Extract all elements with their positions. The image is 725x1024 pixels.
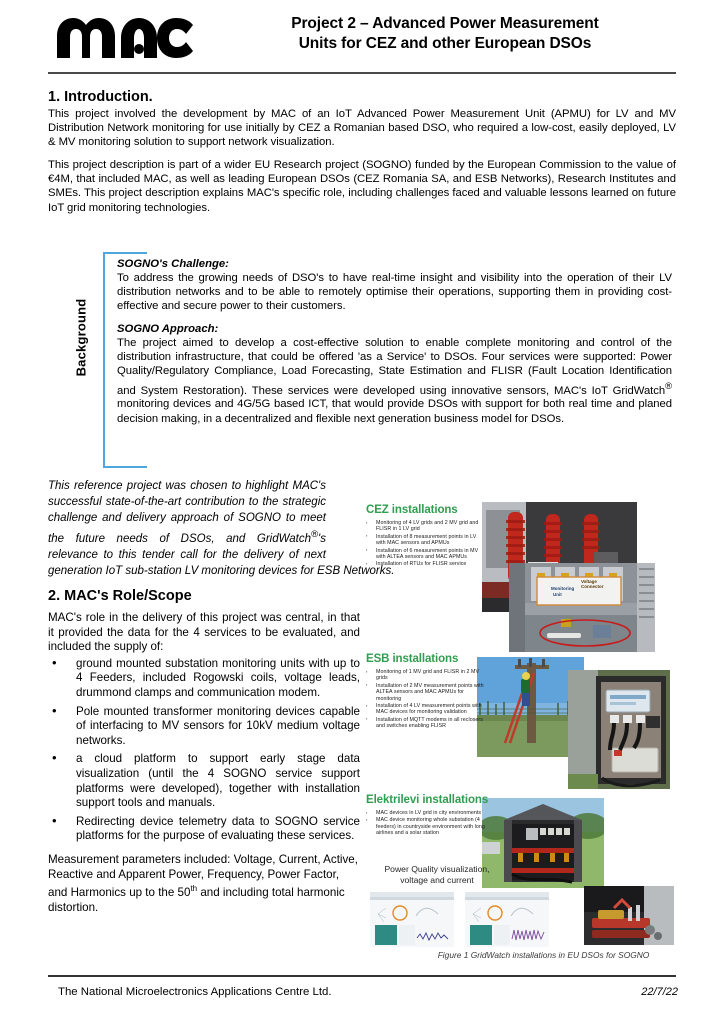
list-item: • ground mounted substation monitoring units with up to 4 Feeders, included Rogowski coils, voltage leads, drummond clamps and communication modem. — [48, 657, 360, 701]
role-scope-heading: 2. MAC's Role/Scope — [48, 588, 192, 604]
measurement-parameters-text — [48, 853, 360, 915]
svg-text:Unit: Unit — [553, 592, 562, 597]
list-item: ▪ Monitoring of 4 LV grids and 2 MV grid and FLISR in 1 LV grid — [366, 520, 484, 533]
sogno-challenge-heading: SOGNO's Challenge: — [117, 258, 229, 270]
list-item: • Redirecting device telemetry data to SOGNO service platforms for the purpose of evaluating these services. — [48, 815, 360, 844]
mac-logo — [55, 16, 195, 60]
registered-mark-gridwatch-2: ® — [310, 528, 319, 540]
role-scope-intro: MAC's role in the delivery of this project was central, in that it provided the data for the 4 services to be evaluated, and included the supply of: — [48, 611, 360, 654]
ordinal-suffix-th: th — [190, 884, 198, 894]
reference-project-text-b: 's relevance to this tender call for the delivery of next generation IoT sub-station LV monitoring devices for ESB Networks. — [48, 532, 395, 577]
photo-cez-cabinet-annotated — [509, 563, 655, 652]
reference-project-text-a: This reference project was chosen to highlight MAC's successful state-of-the-art contribution to the strategic challenge and delivery approach of SOGNO to meet the future needs of DSOs, and GridWatch — [48, 480, 326, 545]
esb-installations-heading: ESB installations — [366, 653, 459, 665]
list-item: • Pole mounted transformer monitoring devices capable of interfacing to MV sensors for 10kV medium voltage networks. — [48, 705, 360, 749]
background-section — [48, 252, 676, 474]
introduction-paragraph-2: This project description is part of a wider EU Research project (SOGNO) funded by the European Commission to the value of €4M, that included MAC, as well as leading European DSOs (CEZ Romania SA, and ESB Networks), Research Institutes and SMEs. This project description explains MAC's specific role, including challenges faced and valuable lessons learned on future IoT grid monitoring technologies. — [48, 159, 676, 214]
cez-installations-bullets — [366, 520, 484, 569]
svg-text:Monitoring: Monitoring — [551, 586, 575, 591]
sogno-approach-heading: SOGNO Approach: — [117, 323, 219, 336]
role-scope-bullet-list — [48, 657, 360, 844]
sogno-challenge-text: To address the growing needs of DSO's to have real-time insight and visibility into the operation of their LV distribution networks and to be able to remotely optimise their operations, supporting them in providing cost-effective and secure power to their customers. — [117, 272, 672, 313]
elektrilevi-installations-heading: Elektrilevi installations — [366, 794, 489, 806]
photo-dashboard-voltage — [370, 892, 454, 947]
list-item: ▪ Installation of 8 measurement points in LV with MAC sensors and APMUs — [366, 534, 484, 547]
figure-panel — [362, 498, 725, 958]
page-title-line2: Units for CEZ and other European DSOs — [298, 35, 592, 52]
list-item: ▪ Installation of MQTT modems in all reclosers and switches enabling FLISR — [366, 717, 484, 730]
sogno-approach-text — [117, 336, 672, 425]
role-scope-section — [48, 588, 360, 915]
background-label: Background — [73, 298, 89, 377]
page-title — [215, 14, 675, 54]
measurement-text-b: and including total harmonic distortion. — [48, 885, 345, 914]
sogno-approach-text-b: monitoring devices and 4G/5G based ICT, that would provide DSOs with support for both real time and planed decision making, in a decentralized and flexible next generation business model for DSOs. — [117, 398, 672, 425]
footer-divider — [48, 975, 676, 977]
footer-date: 22/7/22 — [641, 986, 678, 998]
introduction-section — [48, 88, 676, 224]
introduction-heading: 1. Introduction. — [48, 89, 153, 105]
registered-mark-gridwatch: ® — [665, 379, 672, 391]
list-item: ▪ MAC device monitoring whole substation (4 feeders) in countryside environment with long airlines and a solar station — [366, 817, 496, 836]
list-item: ▪ Installation of RTUs for FLISR service — [366, 561, 484, 567]
photo-esb-enclosure-open — [568, 670, 670, 789]
cez-installations-heading: CEZ installations — [366, 504, 458, 516]
measurement-text-a: Measurement parameters included: Voltage, Current, Active, Reactive and Apparent Power, Frequency, Power Factor, and Harmonics up to the 50 — [48, 852, 358, 899]
list-item: • a cloud platform to support early stage data visualization (until the 4 SOGNO service support platforms were developed), together with installation support tools and manuals. — [48, 752, 360, 810]
power-quality-caption — [362, 864, 512, 885]
elektrilevi-installations-bullets — [366, 810, 496, 838]
list-item: ▪ Installation of 2 MV measurement points with ALTEA sensors and MAC APMUs for monitoring — [366, 683, 484, 702]
power-quality-caption-line2: voltage and current — [400, 874, 474, 885]
header-divider — [48, 72, 676, 74]
svg-text:Voltage: Voltage — [581, 579, 597, 584]
page-title-line1: Project 2 – Advanced Power Measurement — [291, 15, 599, 32]
sogno-approach-text-a: The project aimed to develop a cost-effective solution to enable complete monitoring and control of the distribution infrastructure, that could be offered 'as a Service' to DSOs. Four services were supported: Power Quality/Regulatory Compliance, Load Forecasting, State Estimation and FLISR (Fault Location Identification and System Restoration). These services were developed using innovative sensors, MAC's IoT GridWatch — [117, 337, 672, 397]
esb-installations-bullets — [366, 669, 484, 731]
list-item: ▪ MAC devices in LV grid in city environments — [366, 810, 496, 816]
svg-text:Connector: Connector — [581, 584, 604, 589]
background-box — [103, 252, 676, 468]
list-item: ▪ Monitoring of 1 MV grid and FLISR in 2 MV grids — [366, 669, 484, 682]
power-quality-caption-line1: Power Quality visualization, — [384, 864, 490, 874]
photo-dashboard-current — [465, 892, 549, 947]
footer-company: The National Microelectronics Applications Centre Ltd. — [58, 986, 332, 998]
page-footer — [58, 986, 678, 998]
figure-caption: Figure 1 GridWatch installations in EU DSOs for SOGNO — [437, 950, 650, 960]
list-item: ▪ Installation of 6 measurement points in MV with ALTEA sensors and MAC APMUs — [366, 548, 484, 561]
photo-elektrilevi-busbar-clamp — [584, 886, 674, 945]
page-header — [0, 0, 725, 72]
list-item: ▪ Installation of 4 LV measurement points with MAC devices for monitoring validation — [366, 703, 484, 716]
introduction-paragraph-1: This project involved the development by MAC of an IoT Advanced Power Measurement Unit (APMU) for LV and MV Distribution Network monitoring for use initially by CEZ a Romanian based DSO, who required a low-cost, easily deployed, LV & MV monitoring solution to support network visualization. — [48, 108, 676, 149]
